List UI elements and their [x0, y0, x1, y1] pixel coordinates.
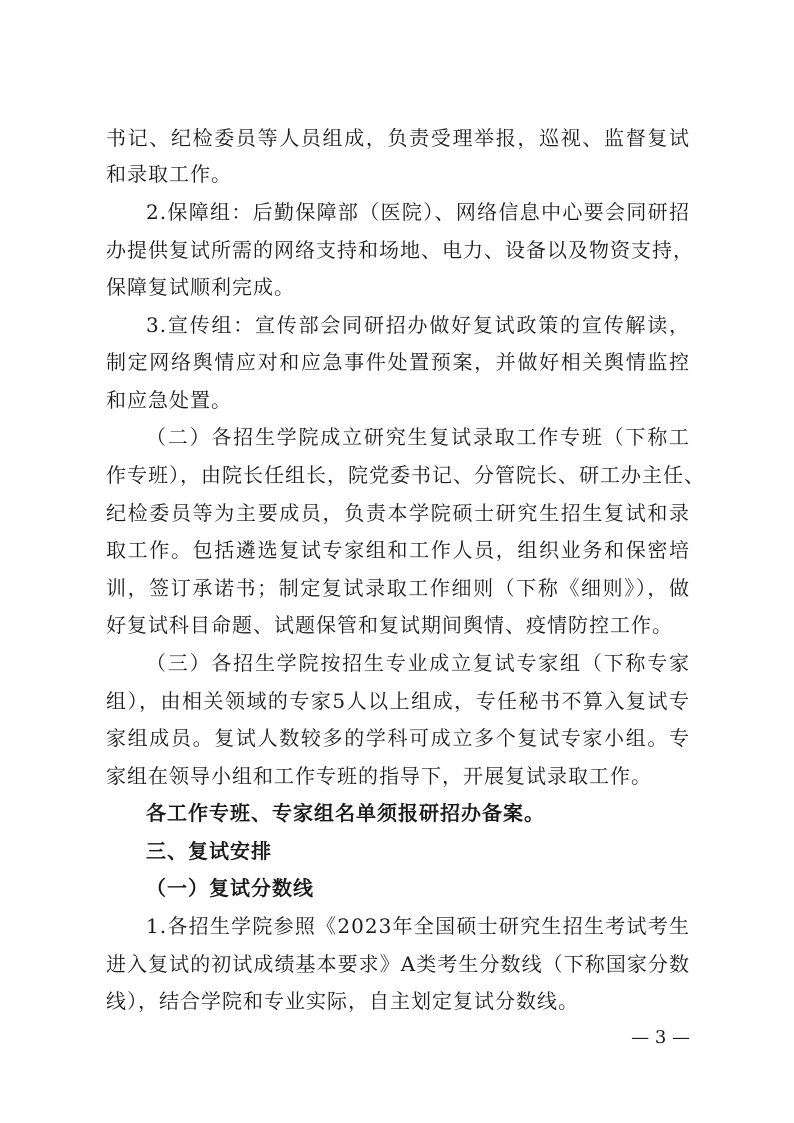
- text-line-15: （三）各招生学院按招生专业成立复试专家组（下称专家: [146, 651, 690, 675]
- text-line-11: 纪检委员等为主要成员，负责本学院硕士研究生招生复试和录: [106, 501, 690, 525]
- subsection-heading: （一）复试分数线: [146, 876, 314, 900]
- text-line-5: 保障复试顺利完成。: [106, 275, 295, 299]
- text-line-2: 和录取工作。: [106, 162, 232, 186]
- text-line-18: 家组在领导小组和工作专班的指导下，开展复试录取工作。: [106, 764, 652, 788]
- text-line-6: 3.宣传组：宣传部会同研招办做好复试政策的宣传解读，: [146, 313, 690, 337]
- text-line-8: 和应急处置。: [106, 388, 232, 412]
- text-line-9: （二）各招生学院成立研究生复试录取工作专班（下称工: [146, 425, 690, 449]
- page-number: — 3 —: [631, 1027, 690, 1048]
- text-line-12: 取工作。包括遴选复试专家组和工作人员，组织业务和保密培: [106, 538, 690, 562]
- text-line-1: 书记、纪检委员等人员组成，负责受理举报，巡视、监督复试: [106, 126, 690, 150]
- text-line-13: 训，签订承诺书；制定复试录取工作细则（下称《细则》），做: [106, 576, 690, 600]
- text-line-17: 家组成员。复试人数较多的学科可成立多个复试专家小组。专: [106, 726, 690, 750]
- text-line-22: 1.各招生学院参照《2023年全国硕士研究生招生考试考生: [146, 914, 690, 938]
- text-line-24: 线），结合学院和专业实际，自主划定复试分数线。: [106, 989, 579, 1013]
- text-line-3: 2.保障组：后勤保障部（医院）、网络信息中心要会同研招: [146, 200, 690, 224]
- text-line-10: 作专班），由院长任组长，院党委书记、分管院长、研工办主任、: [106, 463, 705, 487]
- text-line-7: 制定网络舆情应对和应急事件处置预案，并做好相关舆情监控: [106, 350, 690, 374]
- text-line-14: 好复试科目命题、试题保管和复试期间舆情、疫情防控工作。: [106, 613, 673, 637]
- section-heading: 三、复试安排: [146, 839, 272, 863]
- text-line-23: 进入复试的初试成绩基本要求》A类考生分数线（下称国家分数: [106, 952, 690, 976]
- text-line-4: 办提供复试所需的网络支持和场地、电力、设备以及物资支持，: [106, 238, 694, 262]
- text-line-16: 组），由相关领域的专家5人以上组成，专任秘书不算入复试专: [106, 689, 690, 713]
- bold-notice: 各工作专班、专家组名单须报研招办备案。: [146, 801, 545, 825]
